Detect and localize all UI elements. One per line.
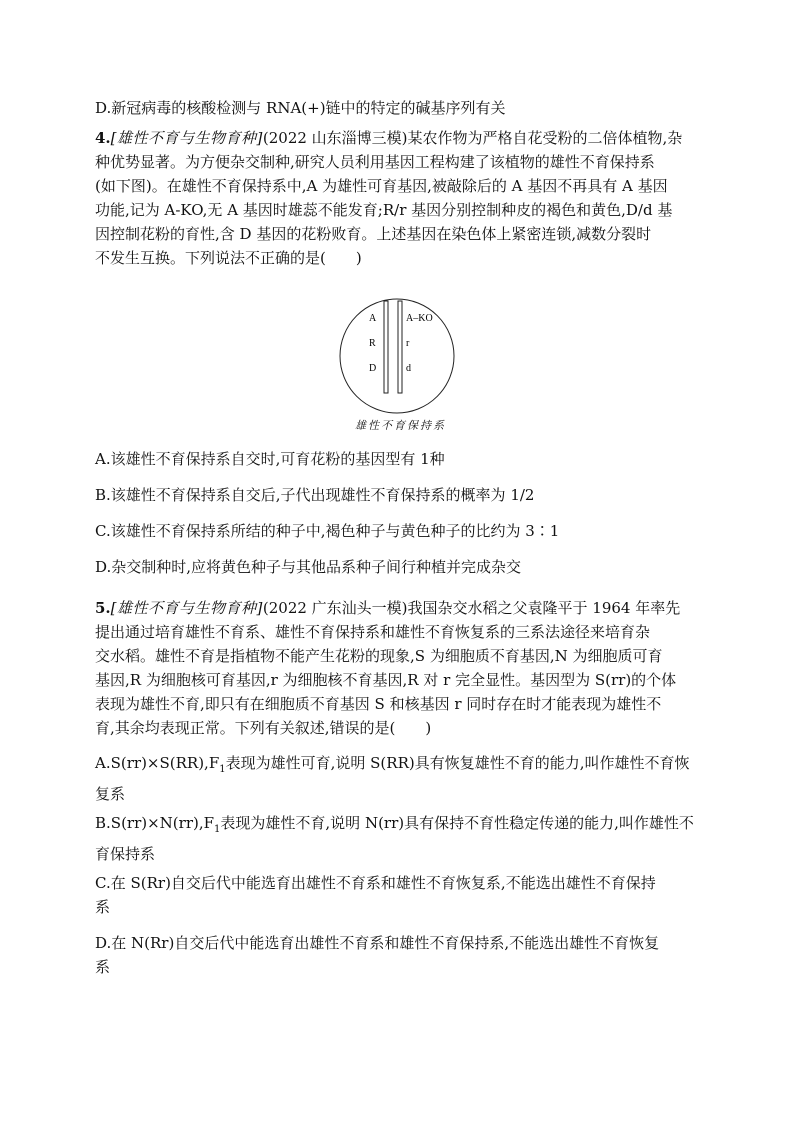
q5-line-5: 表现为雄性不育,即只有在细胞质不育基因 S 和核基因 r 同时存在时才能表现为雄性不	[95, 695, 662, 713]
gene-label-left-3: D	[369, 363, 377, 374]
q5-line-3: 交水稻。雄性不育是指植物不能产生花粉的现象,S 为细胞质不育基因,N 为细胞质可育	[95, 647, 663, 665]
chromosome-left	[384, 301, 388, 393]
q5-option-a: $A.S(rr)\times S(RR),F_1$表现为雄性可育,说明 S(RR)具有恢复雄性不育的能力,叫作雄性不育恢 复系	[95, 754, 690, 803]
chromosome-diagram	[337, 296, 457, 416]
cell-outline	[340, 299, 454, 413]
q5-line-6: 育,其余均表现正常。下列有关叙述,错误的是( )	[95, 719, 432, 737]
q4-option-a: A.该雄性不育保持系自交时,可育花粉的基因型有 1种	[95, 450, 445, 468]
q4-tag: [雄性不育与生物育种]	[110, 129, 263, 147]
q5-line-2: 提出通过培育雄性不育系、雄性不育保持系和雄性不育恢复系的三系法途径来培育杂	[95, 623, 651, 641]
gene-label-right-2: r	[406, 338, 410, 349]
q5-line-4: 基因,R 为细胞核可育基因,r 为细胞核不育基因,R 对 r 完全显性。基因型为 S(rr)的个体	[95, 671, 677, 689]
gene-label-right-3: d	[406, 363, 411, 374]
q5-option-d: D.在 N(Rr)自交后代中能选育出雄性不育系和雄性不育保持系,不能选出雄性不育恢复 系	[95, 934, 660, 976]
question-5-stem	[95, 596, 705, 740]
question-4-stem	[95, 126, 705, 270]
figure-caption: 雄性不育保持系	[355, 419, 446, 432]
q5-option-b: $B.S(rr)\times N(rr),F_1$表现为雄性不育,说明 N(rr)具有保持不育性稳定传递的能力,叫作雄性不 育保持系	[95, 814, 694, 863]
q4-option-d: D.杂交制种时,应将黄色种子与其他品系种子间行种植并完成杂交	[95, 558, 522, 576]
q4-line-2: 种优势显著。为方便杂交制种,研究人员利用基因工程构建了该植物的雄性不育保持系	[95, 153, 655, 171]
q4-line-3: (如下图)。在雄性不育保持系中,A 为雄性可育基因,被敲除后的 A 基因不再具有 A 基因	[95, 177, 668, 195]
gene-label-left-1: A	[369, 313, 377, 324]
q4-option-c: C.该雄性不育保持系所结的种子中,褐色种子与黄色种子的比约为 3∶1	[95, 522, 560, 540]
q5-option-c: C.在 S(Rr)自交后代中能选育出雄性不育系和雄性不育恢复系,不能选出雄性不育保持 系	[95, 874, 656, 916]
chromosome-right	[398, 301, 402, 393]
q5-number: 5.	[95, 599, 111, 617]
q4-number: 4.	[95, 129, 111, 147]
prev-option-d: D.新冠病毒的核酸检测与 RNA(+)链中的特定的碱基序列有关	[95, 99, 506, 117]
q4-line-1: 4.[雄性不育与生物育种](2022 山东淄博三模)某农作物为严格自花受粉的二倍体植物,杂	[95, 129, 683, 147]
gene-label-right-1: A–KO	[406, 313, 433, 324]
q5-tag: [雄性不育与生物育种]	[110, 599, 263, 617]
q4-line-5: 因控制花粉的育性,含 D 基因的花粉败育。上述基因在染色体上紧密连锁,减数分裂时	[95, 225, 652, 243]
q4-line-4: 功能,记为 A-KO,无 A 基因时雄蕊不能发育;R/r 基因分别控制种皮的褐色和黄色,D/d 基	[95, 201, 673, 219]
gene-label-left-2: R	[369, 338, 376, 349]
q4-option-b: B.该雄性不育保持系自交后,子代出现雄性不育保持系的概率为 1/2	[95, 486, 535, 504]
q5-line-1: 5.[雄性不育与生物育种](2022 广东汕头一模)我国杂交水稻之父袁隆平于 1964 年率先	[95, 599, 681, 617]
q4-line-6: 不发生互换。下列说法不正确的是( )	[95, 249, 362, 267]
